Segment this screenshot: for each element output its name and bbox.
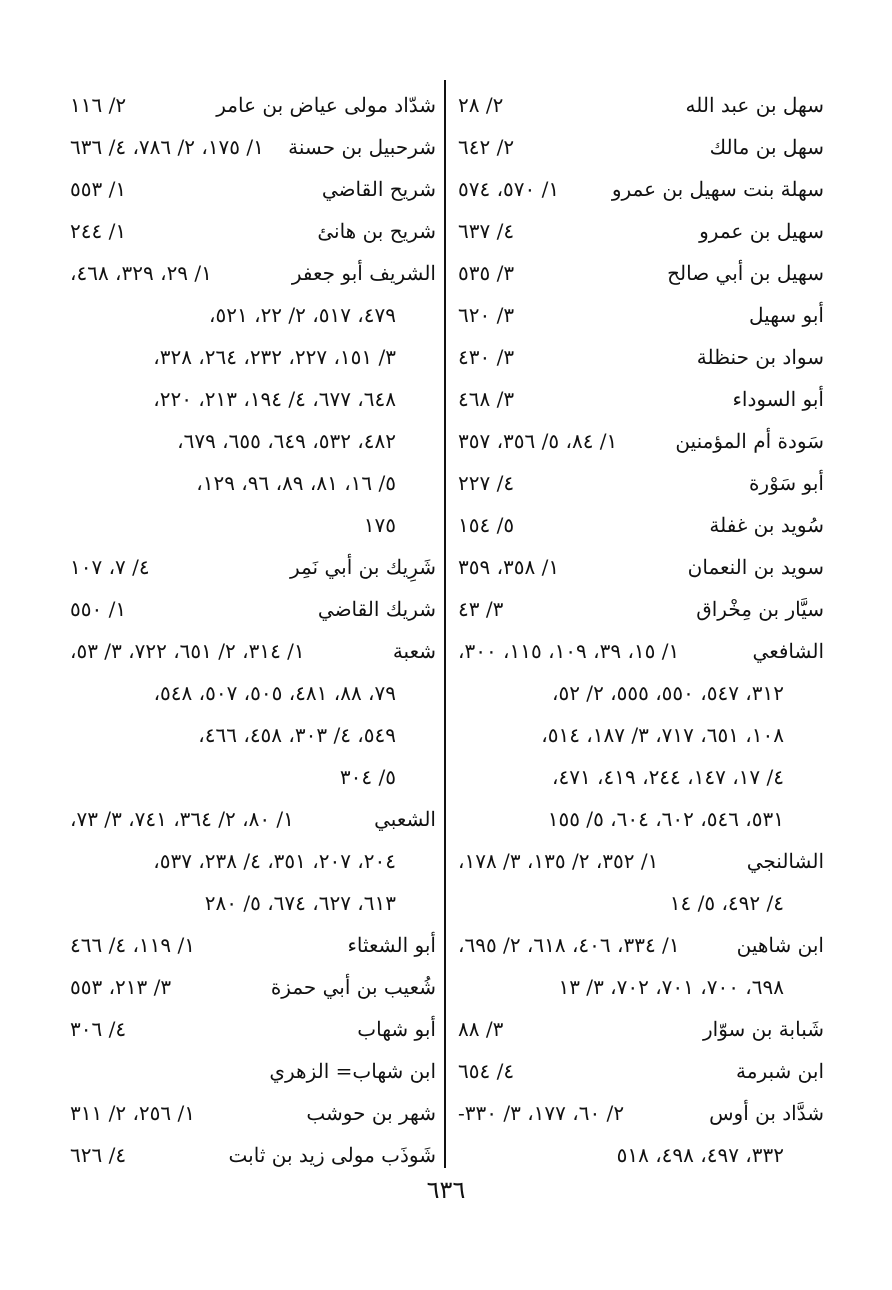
index-entry xyxy=(454,336,824,378)
entry-pages: ٢/ ١١٦ xyxy=(70,93,127,117)
entry-pages: ١/ ٨٠، ٢/ ٣٦٤، ٧٤١، ٣/ ٧٣، xyxy=(70,807,294,831)
entry-pages: ٤٧٩، ٥١٧، ٢/ ٢٢، ٥٢١، xyxy=(209,303,396,327)
entry-name: شدَّاد بن أوس xyxy=(709,1101,824,1125)
entry-name: أبو شهاب xyxy=(357,1017,436,1041)
entry-pages: ٥٣١، ٥٤٦، ٦٠٢، ٦٠٤، ٥/ ١٥٥ xyxy=(547,807,784,831)
entry-pages: ٥٤٩، ٤/ ٣٠٣، ٤٥٨، ٤٦٦، xyxy=(198,723,396,747)
entry-name: شُعيب بن أبي حمزة xyxy=(270,975,436,999)
index-entry xyxy=(454,84,824,126)
entry-pages: ٣/ ٨٨ xyxy=(458,1017,504,1041)
entry-pages: ١٠٨، ٦٥١، ٧١٧، ٣/ ١٨٧، ٥١٤، xyxy=(541,723,784,747)
entry-pages: ١٧٥ xyxy=(363,513,396,537)
index-entry xyxy=(454,1092,824,1134)
index-entry xyxy=(66,168,436,210)
entry-name: أبو سهيل xyxy=(749,303,824,327)
entry-pages: ٣/ ٢١٣، ٥٥٣ xyxy=(70,975,172,999)
entry-pages: ٦٤٨، ٦٧٧، ٤/ ١٩٤، ٢١٣، ٢٢٠، xyxy=(153,387,396,411)
index-entry xyxy=(454,924,824,966)
index-entry-continuation xyxy=(454,756,824,798)
index-entry xyxy=(66,126,436,168)
index-entry xyxy=(454,588,824,630)
entry-pages: ١/ ٣٣٤، ٤٠٦، ٦١٨، ٢/ ٦٩٥، xyxy=(458,933,680,957)
entry-pages: ١/ ٢٥٦، ٢/ ٣١١ xyxy=(70,1101,195,1125)
entry-pages: ١/ ٣٥٢، ٢/ ١٣٥، ٣/ ١٧٨، xyxy=(458,849,659,873)
index-entry xyxy=(454,504,824,546)
entry-name: شهر بن حوشب xyxy=(306,1101,436,1125)
index-entry xyxy=(66,1134,436,1176)
index-entry xyxy=(66,1050,436,1092)
entry-pages: ٣/ ١٥١، ٢٢٧، ٢٣٢، ٢٦٤، ٣٢٨، xyxy=(153,345,396,369)
index-entry xyxy=(454,168,824,210)
index-entry-continuation xyxy=(66,420,436,462)
index-entry xyxy=(66,798,436,840)
entry-name: سواد بن حنظلة xyxy=(696,345,824,369)
entry-pages: ٥/ ١٦، ٨١، ٨٩، ٩٦، ١٢٩، xyxy=(196,471,396,495)
entry-pages: ١/ ٥٥٠ xyxy=(70,597,127,621)
index-entry-continuation xyxy=(66,756,436,798)
entry-pages: ٦٩٨، ٧٠٠، ٧٠١، ٧٠٢، ٣/ ١٣ xyxy=(558,975,784,999)
entry-pages: ٥/ ١٥٤ xyxy=(458,513,515,537)
index-column-left xyxy=(66,84,436,1176)
entry-name: شريح بن هانئ xyxy=(317,219,436,243)
entry-name: الشريف أبو جعفر xyxy=(291,261,436,285)
entry-name: أبو السوداء xyxy=(732,387,824,411)
index-entry-continuation xyxy=(66,672,436,714)
entry-pages: ٤٨٢، ٥٣٢، ٦٤٩، ٦٥٥، ٦٧٩، xyxy=(177,429,396,453)
entry-name: الشافعي xyxy=(752,639,824,663)
index-entry-continuation xyxy=(454,798,824,840)
index-entry xyxy=(66,966,436,1008)
index-entry xyxy=(66,1092,436,1134)
index-column-right xyxy=(454,84,824,1176)
index-entry xyxy=(66,210,436,252)
column-divider xyxy=(444,80,446,1168)
index-entry-continuation xyxy=(66,714,436,756)
index-entry-continuation xyxy=(454,966,824,1008)
index-entry-continuation xyxy=(66,294,436,336)
entry-pages: ٤/ ٧، ١٠٧ xyxy=(70,555,150,579)
index-entry-continuation xyxy=(454,1134,824,1176)
index-entry xyxy=(454,546,824,588)
entry-name: أبو الشعثاء xyxy=(347,933,436,957)
entry-pages: ٣/ ٤٣ xyxy=(458,597,504,621)
index-entry-continuation xyxy=(66,462,436,504)
entry-pages: ٤/ ٤٩٢، ٥/ ١٤ xyxy=(669,891,784,915)
entry-name: سُويد بن غفلة xyxy=(709,513,824,537)
entry-name: سهل بن مالك xyxy=(709,135,824,159)
entry-name: سَودة أم المؤمنين xyxy=(675,429,824,453)
index-entry xyxy=(66,588,436,630)
entry-pages: ٣٣٢، ٤٩٧، ٤٩٨، ٥١٨ xyxy=(616,1143,784,1167)
index-entry-continuation xyxy=(454,714,824,756)
entry-pages: ١/ ٨٤، ٥/ ٣٥٦، ٣٥٧ xyxy=(458,429,618,453)
entry-pages: ٣١٢، ٥٤٧، ٥٥٠، ٥٥٥، ٢/ ٥٢، xyxy=(552,681,784,705)
entry-pages: ٢٠٤، ٢٠٧، ٣٥١، ٤/ ٢٣٨، ٥٣٧، xyxy=(153,849,396,873)
index-entry-continuation xyxy=(66,336,436,378)
index-entry xyxy=(454,840,824,882)
entry-pages: ١/ ٣١٤، ٢/ ٦٥١، ٧٢٢، ٣/ ٥٣، xyxy=(70,639,305,663)
entry-pages: ٤/ ٢٢٧ xyxy=(458,471,515,495)
index-entry xyxy=(454,462,824,504)
entry-pages: ٤/ ٦٣٧ xyxy=(458,219,515,243)
entry-name: شَرِيك بن أبي نَمِر xyxy=(289,555,436,579)
index-entry-continuation xyxy=(66,504,436,546)
entry-name: شعبة xyxy=(392,639,436,663)
index-entry xyxy=(66,252,436,294)
entry-pages: ٤/ ٦٥٤ xyxy=(458,1059,515,1083)
entry-name: سهيل بن أبي صالح xyxy=(667,261,824,285)
entry-name: سويد بن النعمان xyxy=(687,555,824,579)
index-entry xyxy=(66,630,436,672)
index-entry xyxy=(454,1050,824,1092)
entry-pages: ٧٩، ٨٨، ٤٨١، ٥٠٥، ٥٠٧، ٥٤٨، xyxy=(153,681,396,705)
entry-pages: ٣/ ٤٣٠ xyxy=(458,345,515,369)
index-entry xyxy=(66,1008,436,1050)
entry-pages: ١/ ١٧٥، ٢/ ٧٨٦، ٤/ ٦٣٦ xyxy=(70,135,264,159)
entry-pages: ٤/ ٣٠٦ xyxy=(70,1017,127,1041)
entry-pages: ٢/ ٦٤٢ xyxy=(458,135,515,159)
entry-pages: ٦١٣، ٦٢٧، ٦٧٤، ٥/ ٢٨٠ xyxy=(204,891,396,915)
index-entry xyxy=(66,84,436,126)
entry-pages: ٢/ ٦٠، ١٧٧، ٣/ ٣٣٠- xyxy=(458,1101,625,1125)
index-entry xyxy=(454,252,824,294)
index-entry xyxy=(454,126,824,168)
entry-pages: ٤/ ٦٢٦ xyxy=(70,1143,127,1167)
entry-name: شريك القاضي xyxy=(317,597,436,621)
entry-pages: ٥/ ٣٠٤ xyxy=(339,765,396,789)
page-number: ٦٣٦ xyxy=(426,1176,466,1204)
entry-pages: ٢/ ٢٨ xyxy=(458,93,504,117)
index-entry xyxy=(454,420,824,462)
entry-pages: ٣/ ٥٣٥ xyxy=(458,261,515,285)
index-entry-continuation xyxy=(66,882,436,924)
entry-pages: ١/ ٥٥٣ xyxy=(70,177,127,201)
index-entry xyxy=(454,378,824,420)
index-entry xyxy=(454,210,824,252)
entry-name: أبو سَوْرة xyxy=(748,471,824,495)
entry-name: سيَّار بن مِخْراق xyxy=(696,597,824,621)
entry-name: الشالنجي xyxy=(746,849,824,873)
entry-pages: ٣/ ٦٢٠ xyxy=(458,303,515,327)
entry-name: سهل بن عبد الله xyxy=(685,93,824,117)
entry-name: شَوذَب مولى زيد بن ثابت xyxy=(228,1143,436,1167)
entry-name: ابن شهاب= الزهري xyxy=(269,1059,436,1083)
entry-name: شَبابة بن سوّار xyxy=(703,1017,824,1041)
index-entry-continuation xyxy=(454,672,824,714)
index-entry-continuation xyxy=(66,840,436,882)
entry-name: ابن شبرمة xyxy=(736,1059,824,1083)
index-entry xyxy=(66,924,436,966)
entry-pages: ٤/ ١٧، ١٤٧، ٢٤٤، ٤١٩، ٤٧١، xyxy=(552,765,784,789)
entry-name: ابن شاهين xyxy=(736,933,824,957)
entry-name: شدّاد مولى عياض بن عامر xyxy=(216,93,436,117)
entry-pages: ١/ ٢٤٤ xyxy=(70,219,127,243)
entry-name: الشعبي xyxy=(374,807,436,831)
entry-pages: ٣/ ٤٦٨ xyxy=(458,387,515,411)
entry-pages: ١/ ١٥، ٣٩، ١٠٩، ١١٥، ٣٠٠، xyxy=(458,639,680,663)
entry-pages: ١/ ١١٩، ٤/ ٤٦٦ xyxy=(70,933,195,957)
entry-name: سهلة بنت سهيل بن عمرو xyxy=(611,177,824,201)
index-entry xyxy=(454,294,824,336)
entry-pages: ١/ ٣٥٨، ٣٥٩ xyxy=(458,555,560,579)
entry-name: شرحبيل بن حسنة xyxy=(288,135,436,159)
index-entry-continuation xyxy=(66,378,436,420)
index-entry-continuation xyxy=(454,882,824,924)
entry-name: شريح القاضي xyxy=(321,177,436,201)
entry-name: سهيل بن عمرو xyxy=(699,219,824,243)
index-entry xyxy=(454,630,824,672)
index-entry xyxy=(66,546,436,588)
entry-pages: ١/ ٢٩، ٣٢٩، ٤٦٨، xyxy=(70,261,212,285)
index-entry xyxy=(454,1008,824,1050)
entry-pages: ١/ ٥٧٠، ٥٧٤ xyxy=(458,177,560,201)
